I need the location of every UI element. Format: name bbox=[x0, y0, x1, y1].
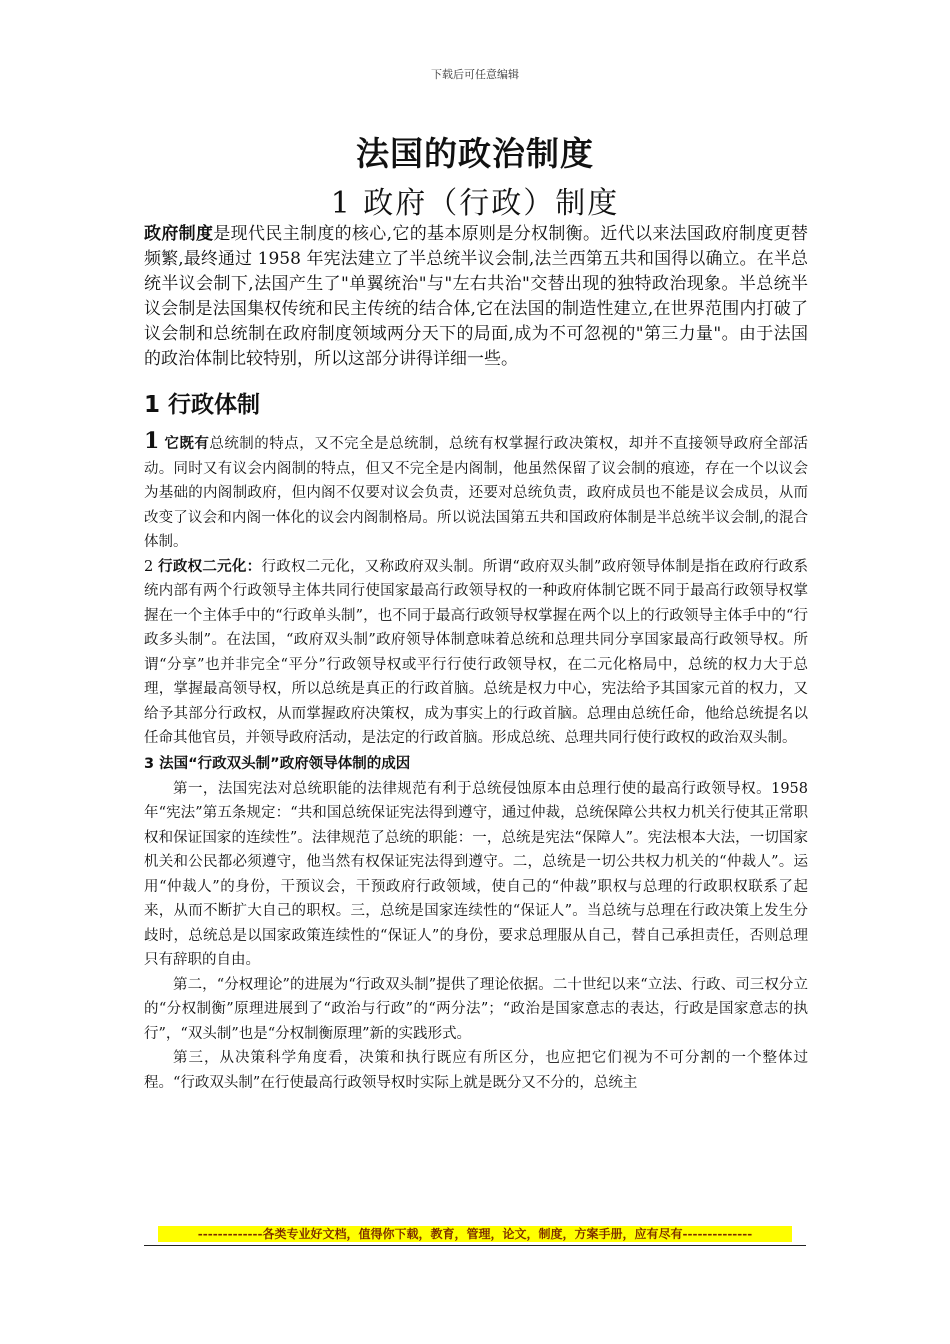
intro-lead: 政府制度 bbox=[144, 224, 214, 244]
body-paragraph-2: 第二，“分权理论”的进展为“行政双头制”提供了理论依据。二十世纪以来“立法、行政、司三权分立的“分权制衡”原理进展到了“政治与行政”的“两分法”；“政治是国家意志的表达，行政是国家意志的执行”，“双头制”也是“分权制衡原理”新的实践形式。 bbox=[144, 976, 808, 1042]
point-3-heading: 3 法国“行政双头制”政府领导体制的成因 bbox=[144, 755, 411, 772]
intro-paragraph bbox=[144, 222, 808, 372]
document-subtitle: 1 政府（行政）制度 bbox=[330, 186, 620, 221]
point-2-lead: 行政权二元化： bbox=[158, 558, 262, 575]
point-2-paragraph bbox=[144, 555, 808, 751]
point-2-text: 行政权二元化，又称政府双头制。所谓“政府双头制”政府领导体制是指在政府行政系统内部有两个行政领导主体共同行使国家最高行政领导权的一种政府体制它既不同于最高行政领导权掌握在一个主体手中的“行政单头制”，也不同于最高行政领导权掌握在两个以上的行政领导主体手中的“行政多头制”。在法国，“政府双头制”政府领导体制意味着总统和总理共同分享国家最高行政领导权。所谓“分享”也并非完全“平分”行政领导权或平行行使行政领导权，在二元化格局中，总统的权力大于总理，掌握最高领导权，所以总统是真正的行政首脑。总统是权力中心，宪法给予其国家元首的权力，又给予其部分行政权，从而掌握政府决策权，成为事实上的行政首脑。总理由总统任命，他给总统提名以任命其他官员，并领导政府活动，是法定的行政首脑。形成总统、总理共同行使行政权的政治双头制。 bbox=[144, 558, 809, 746]
intro-text: 是现代民主制度的核心,它的基本原则是分权制衡。近代以来法国政府制度更替频繁,最终通过 1958 年宪法建立了半总统半议会制,法兰西第五共和国得以确立。在半总统半议会制下,法国产生了"单翼统治"与"左右共治"交替出现的独特政治现象。半总统半议会制是法国集权传统和民主传统的结合体,它在法国的制造性建立,在世界范围内打破了议会制和总统制在政府制度领域两分天下的局面,成为不可忽视的"第三力量"。由于法国的政治体制比较特别，所以这部分讲得详细一些。 bbox=[144, 224, 808, 369]
body-paragraph-3: 第三，从决策科学角度看，决策和执行既应有所区分，也应把它们视为不可分割的一个整体过程。“行政双头制”在行使最高行政领导权时实际上就是既分又不分的，总统主 bbox=[144, 1050, 808, 1091]
point-1-lead: 它既有 bbox=[164, 436, 210, 452]
point-1-text: 总统制的特点，又不完全是总统制，总统有权掌握行政决策权，却并不直接领导政府全部活动。同时又有议会内阁制的特点，但又不完全是内阁制，他虽然保留了议会制的痕迹，存在一个以议会为基础的内阁制政府，但内阁不仅要对议会负责，还要对总统负责，政府成员也不能是议会成员，从而改变了议会和内阁一体化的议会内阁制格局。所以说法国第五共和国政府体制是半总统半议会制,的混合体制。 bbox=[144, 436, 809, 550]
document-body bbox=[144, 222, 808, 1095]
footer-banner: -------------各类专业好文档，值得你下载，教育，管理，论文，制度，方案手册，应有尽有-------------- bbox=[158, 1226, 792, 1242]
footer-divider bbox=[144, 1245, 806, 1246]
point-1-paragraph bbox=[144, 429, 808, 555]
point-2-number: 2 bbox=[144, 558, 154, 575]
document-title: 法国的政治制度 bbox=[356, 134, 594, 173]
section-heading: 1 行政体制 bbox=[144, 392, 261, 418]
body-paragraph-1: 第一，法国宪法对总统职能的法律规范有利于总统侵蚀原本由总理行使的最高行政领导权。1958 年“宪法”第五条规定：“共和国总统保证宪法得到遵守，通过仲裁，总统保障公共权力机关行使其正常职权和保证国家的连续性”。法律规范了总统的职能：一，总统是宪法“保障人”。宪法根本大法，一切国家机关和公民都必须遵守，他当然有权保证宪法得到遵守。二，总统是一切公共权力机关的“仲裁人”。运用“仲裁人”的身份，干预议会，干预政府行政领域，使自己的“仲裁”职权与总理的行政职权联系了起来，从而不断扩大自己的职权。三，总统是国家连续性的“保证人”。当总统与总理在行政决策上发生分歧时，总统总是以国家政策连续性的“保证人”的身份，要求总理服从自己，替自己承担责任，否则总理只有辞职的自由。 bbox=[144, 780, 808, 968]
header-note: 下载后可任意编辑 bbox=[431, 68, 519, 81]
point-1-number: 1 bbox=[144, 428, 160, 454]
